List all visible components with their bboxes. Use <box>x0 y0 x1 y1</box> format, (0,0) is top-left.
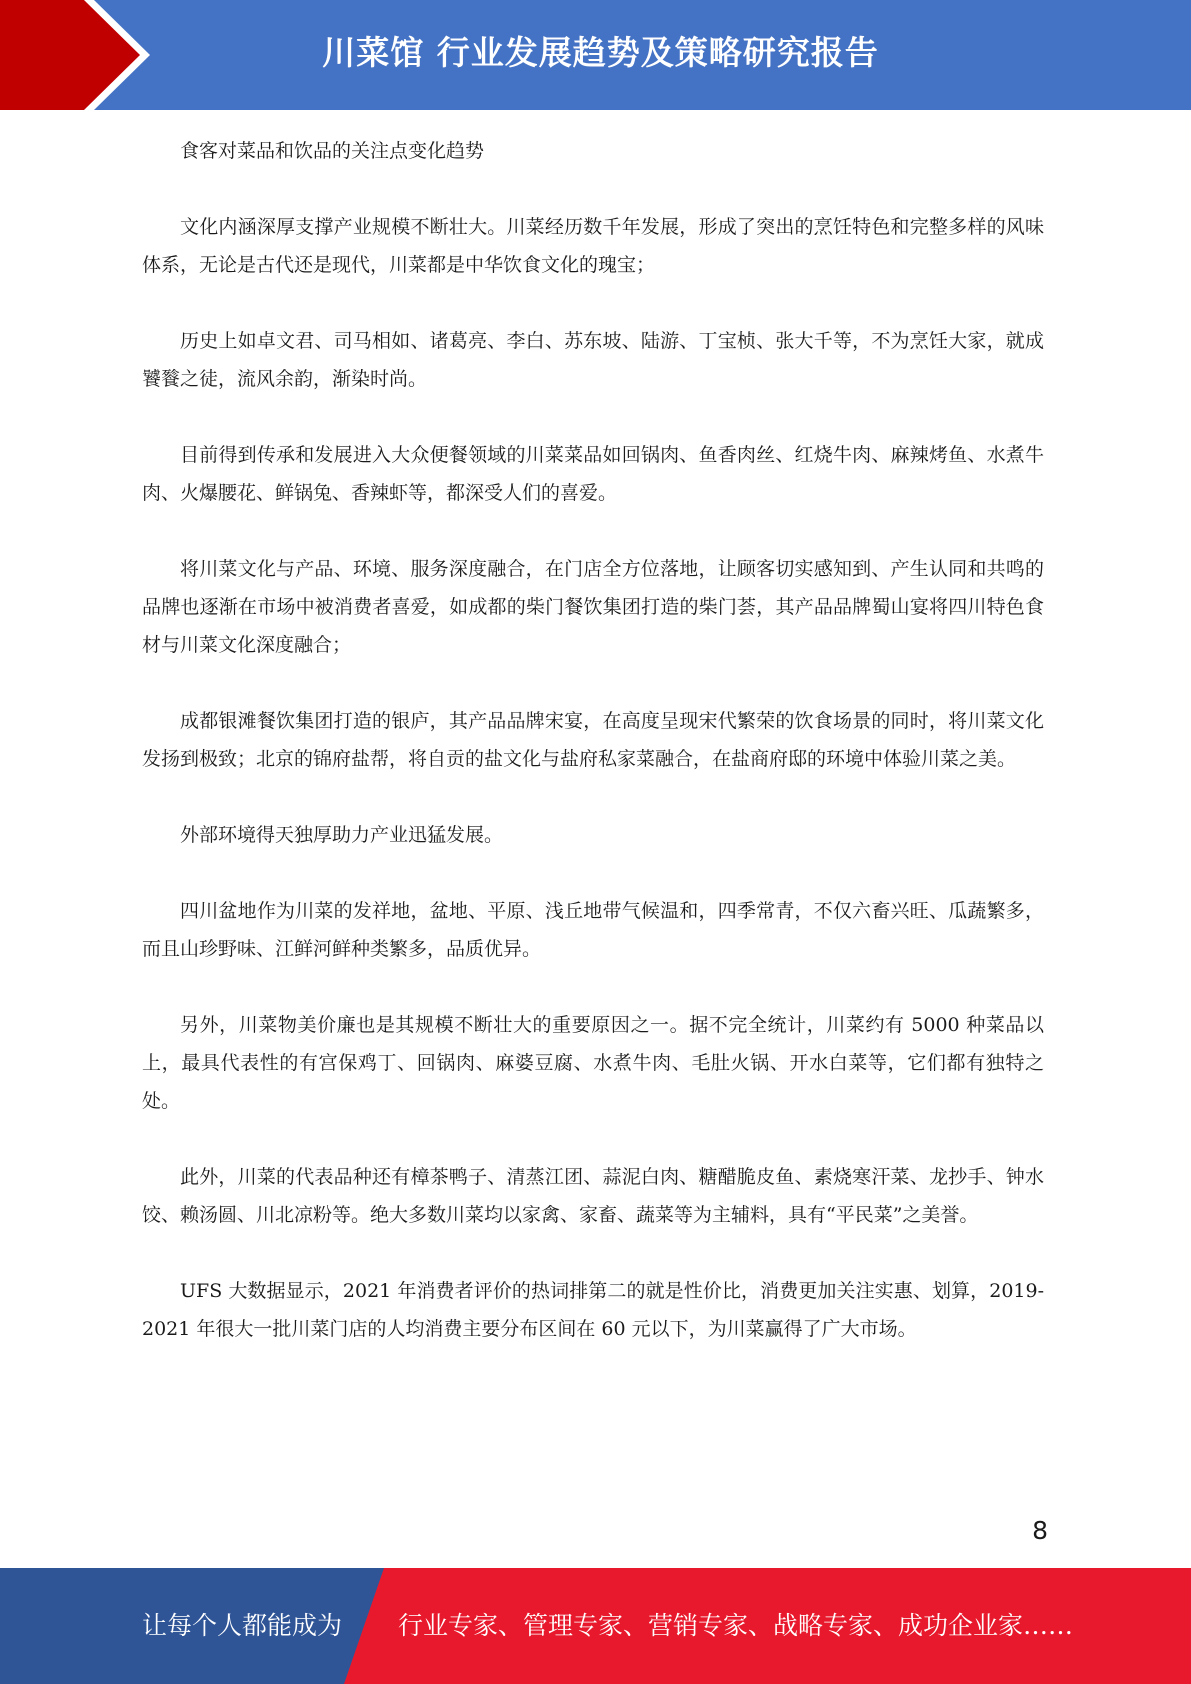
footer-slogan-right: 行业专家、管理专家、营销专家、战略专家、成功企业家…… <box>398 1611 1074 1640</box>
body-paragraph: 此外，川菜的代表品种还有樟茶鸭子、清蒸江团、蒜泥白肉、糖醋脆皮鱼、素烧寒汗菜、龙抄手、钟水饺、赖汤圆、川北凉粉等。绝大多数川菜均以家禽、家畜、蔬菜等为主辅料，具有“平民菜”之美誉。 <box>142 1166 1044 1226</box>
article-body <box>142 132 1044 1386</box>
footer-banner <box>0 1568 1191 1684</box>
body-paragraph: 历史上如卓文君、司马相如、诸葛亮、李白、苏东坡、陆游、丁宝桢、张大千等，不为烹饪大家，就成饕餮之徒，流风余韵，渐染时尚。 <box>142 330 1044 390</box>
body-paragraph: 另外，川菜物美价廉也是其规模不断壮大的重要原因之一。据不完全统计，川菜约有 5000 种菜品以上，最具代表性的有宫保鸡丁、回锅肉、麻婆豆腐、水煮牛肉、毛肚火锅、开水白菜等，它们都有独特之处。 <box>142 1014 1044 1112</box>
body-paragraph: 将川菜文化与产品、环境、服务深度融合，在门店全方位落地，让顾客切实感知到、产生认同和共鸣的品牌也逐渐在市场中被消费者喜爱，如成都的柴门餐饮集团打造的柴门荟，其产品品牌蜀山宴将四川特色食材与川菜文化深度融合； <box>142 558 1044 656</box>
header-banner <box>0 0 1191 110</box>
body-paragraph: 成都银滩餐饮集团打造的银庐，其产品品牌宋宴，在高度呈现宋代繁荣的饮食场景的同时，将川菜文化发扬到极致；北京的锦府盐帮，将自贡的盐文化与盐府私家菜融合，在盐商府邸的环境中体验川菜之美。 <box>142 710 1044 770</box>
body-paragraph: 文化内涵深厚支撑产业规模不断壮大。川菜经历数千年发展，形成了突出的烹饪特色和完整多样的风味体系，无论是古代还是现代，川菜都是中华饮食文化的瑰宝； <box>142 216 1044 276</box>
footer-slogan-left: 让每个人都能成为 <box>142 1611 343 1640</box>
body-paragraph: 四川盆地作为川菜的发祥地，盆地、平原、浅丘地带气候温和，四季常青，不仅六畜兴旺、瓜蔬繁多，而且山珍野味、江鲜河鲜种类繁多，品质优异。 <box>142 900 1044 960</box>
body-paragraph: UFS 大数据显示，2021 年消费者评价的热词排第二的就是性价比，消费更加关注实惠、划算，2019-2021 年很大一批川菜门店的人均消费主要分布区间在 60 元以下，为川菜赢得了广大市场。 <box>142 1280 1044 1340</box>
section-heading-paragraph: 食客对菜品和饮品的关注点变化趋势 <box>180 140 485 162</box>
page-number: 8 <box>1032 1516 1048 1545</box>
section-heading-paragraph: 外部环境得天独厚助力产业迅猛发展。 <box>180 824 504 846</box>
body-paragraph: 目前得到传承和发展进入大众便餐领域的川菜菜品如回锅肉、鱼香肉丝、红烧牛肉、麻辣烤鱼、水煮牛肉、火爆腰花、鲜锅兔、香辣虾等，都深受人们的喜爱。 <box>142 444 1044 504</box>
report-title: 川菜馆 行业发展趋势及策略研究报告 <box>322 33 879 72</box>
